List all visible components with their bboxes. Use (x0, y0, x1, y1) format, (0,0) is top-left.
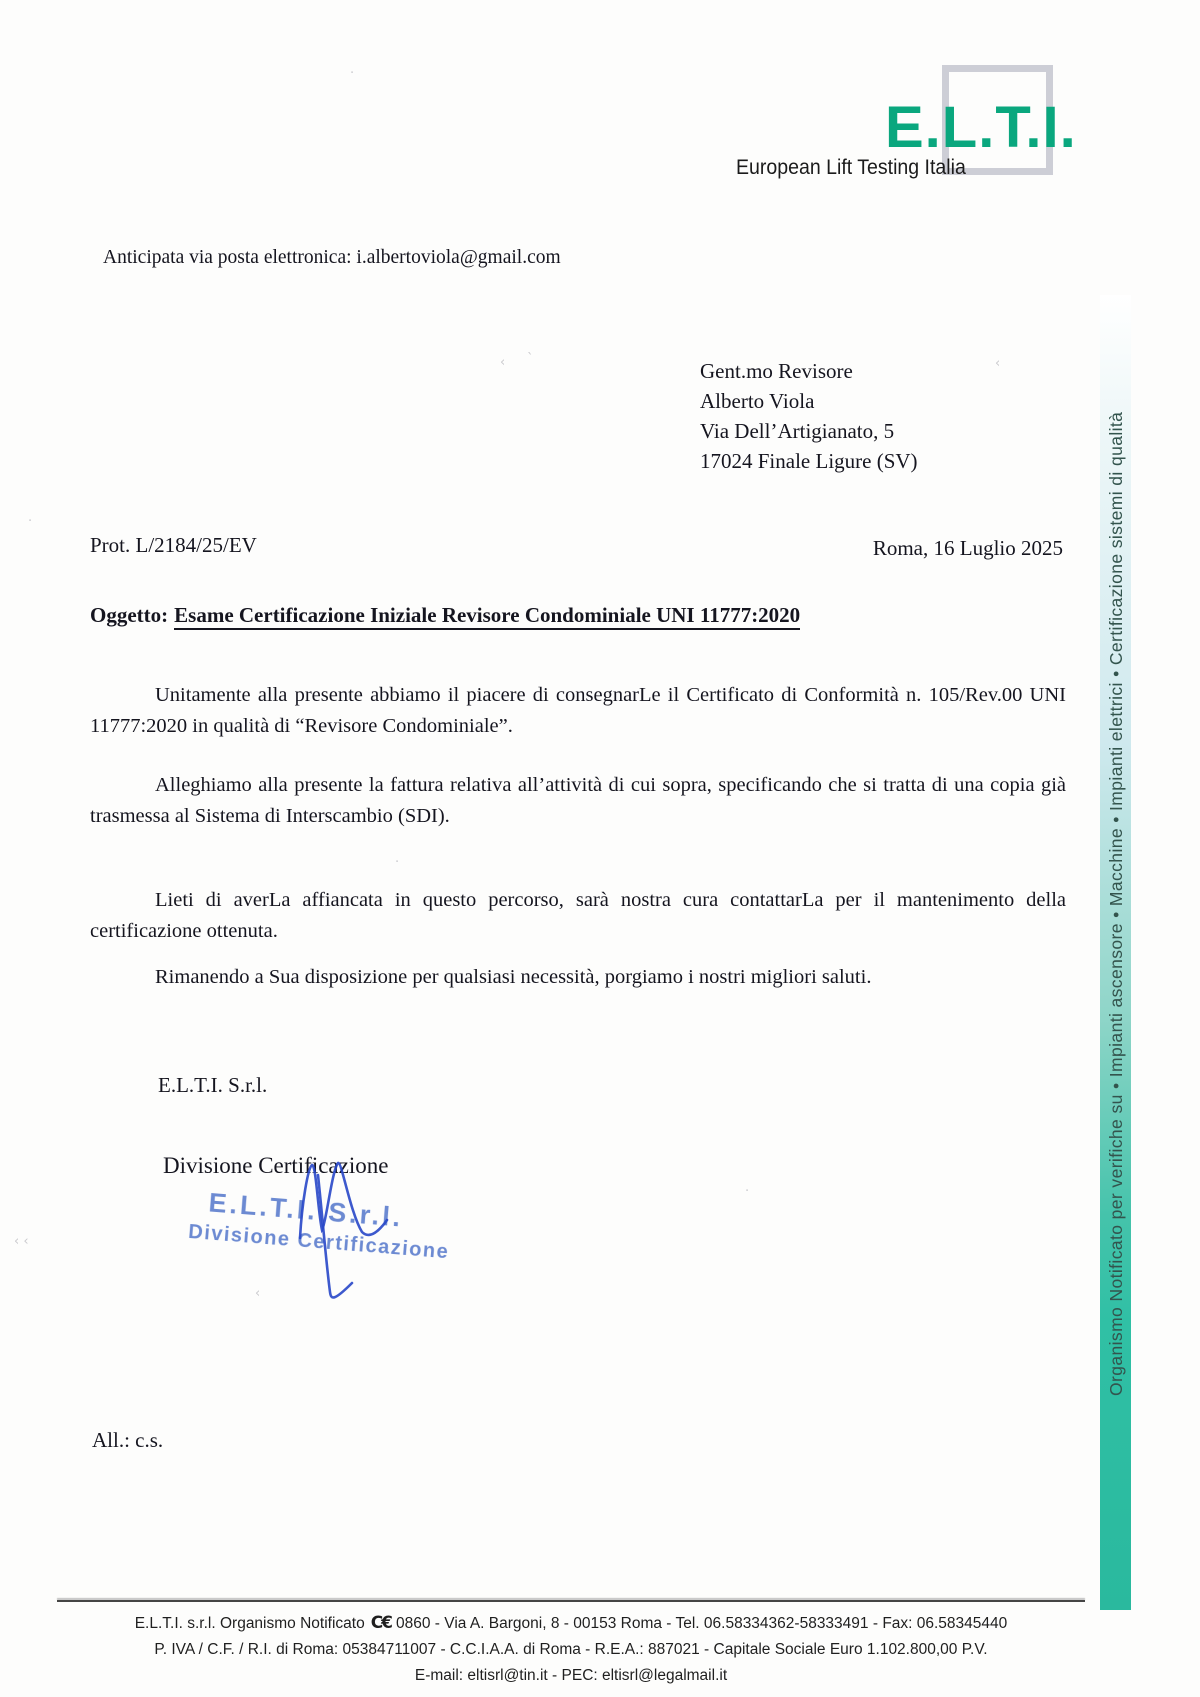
recipient-street: Via Dell’Artigianato, 5 (700, 419, 895, 443)
stamp-division-name: Divisione Certificazione (187, 1220, 451, 1264)
footer-line-address (57, 1610, 1085, 1637)
protocol-number: Prot. L/2184/25/EV (90, 533, 257, 557)
attachments-note: All.: c.s. (92, 1428, 164, 1452)
recipient-city: 17024 Finale Ligure (SV) (700, 449, 918, 473)
footer-line-fiscal: P. IVA / C.F. / R.I. di Roma: 05384711007 - C.C.I.A.A. di Roma - R.E.A.: 887021 - Capitale Sociale Euro 1.102.800,00 P.V. (154, 1641, 988, 1658)
scan-speck: · (28, 514, 33, 529)
scan-speck: ` (527, 352, 534, 367)
ce-mark-icon: C€ (370, 1613, 392, 1633)
footer-divider (57, 1600, 1085, 1602)
logo-subtitle: European Lift Testing Italia (736, 156, 966, 179)
scan-speck: ‹ ‹ (14, 1234, 29, 1249)
accreditation-bar-text: Organismo Notificato per verifiche su • Impianti ascensore • Macchine • Impianti elettrici • Certificazione sistemi di qualità (1106, 411, 1126, 1396)
scan-speck: · (395, 855, 400, 870)
signature-division: Divisione Certificazione (163, 1153, 389, 1178)
scan-speck: ‹ (255, 1286, 261, 1301)
dateline: Roma, 16 Luglio 2025 (872, 536, 1063, 560)
stamp-company-name: E.L.T.I. S.r.l. (207, 1187, 405, 1233)
email-transmission-note: Anticipata via posta elettronica: i.albertoviola@gmail.com (103, 247, 561, 268)
paragraph-invoice: Alleghiamo alla presente la fattura relativa all’attività di cui sopra, specificando che si tratta di una copia già trasmessa al Sistema di Interscambio (SDI). (90, 774, 1066, 827)
elti-logo: E.L.T.I. (885, 95, 1077, 160)
paragraph-delivery: Unitamente alla presente abbiamo il piacere di consegnarLe il Certificato di Conformità n. 105/Rev.00 UNI 11777:2020 in qualità di “Revisore Condominiale”. (90, 684, 1066, 737)
recipient-name: Alberto Viola (700, 389, 815, 413)
scan-speck: ‹ (500, 355, 506, 370)
recipient-address (700, 356, 918, 476)
scan-speck: ‹ (995, 356, 1001, 371)
company-stamp (187, 1186, 452, 1264)
scan-speck: · (350, 66, 355, 81)
signature-company: E.L.T.I. S.r.l. (158, 1073, 268, 1097)
paragraph-maintenance: Lieti di averLa affiancata in questo percorso, sarà nostra cura contattarLa per il mantenimento della certificazione ottenuta. (90, 889, 1066, 942)
footer-address: 0860 - Via A. Bargoni, 8 - 00153 Roma - Tel. 06.58334362-58333491 - Fax: 06.58345440 (396, 1615, 1008, 1632)
subject-label: Oggetto: (90, 603, 169, 627)
scan-speck: · (745, 1184, 750, 1199)
subject-text: Esame Certificazione Iniziale Revisore Condominiale UNI 11777:2020 (174, 603, 800, 630)
footer-line-email: E-mail: eltisrl@tin.it - PEC: eltisrl@legalmail.it (414, 1667, 728, 1684)
recipient-title: Gent.mo Revisore (700, 359, 853, 383)
footer (57, 1610, 1085, 1689)
letter-body (90, 680, 1066, 993)
footer-company: E.L.T.I. s.r.l. Organismo Notificato (134, 1615, 365, 1632)
subject-line (90, 603, 800, 628)
paragraph-closing: Rimanendo a Sua disposizione per qualsiasi necessità, porgiamo i nostri migliori saluti. (155, 966, 872, 988)
